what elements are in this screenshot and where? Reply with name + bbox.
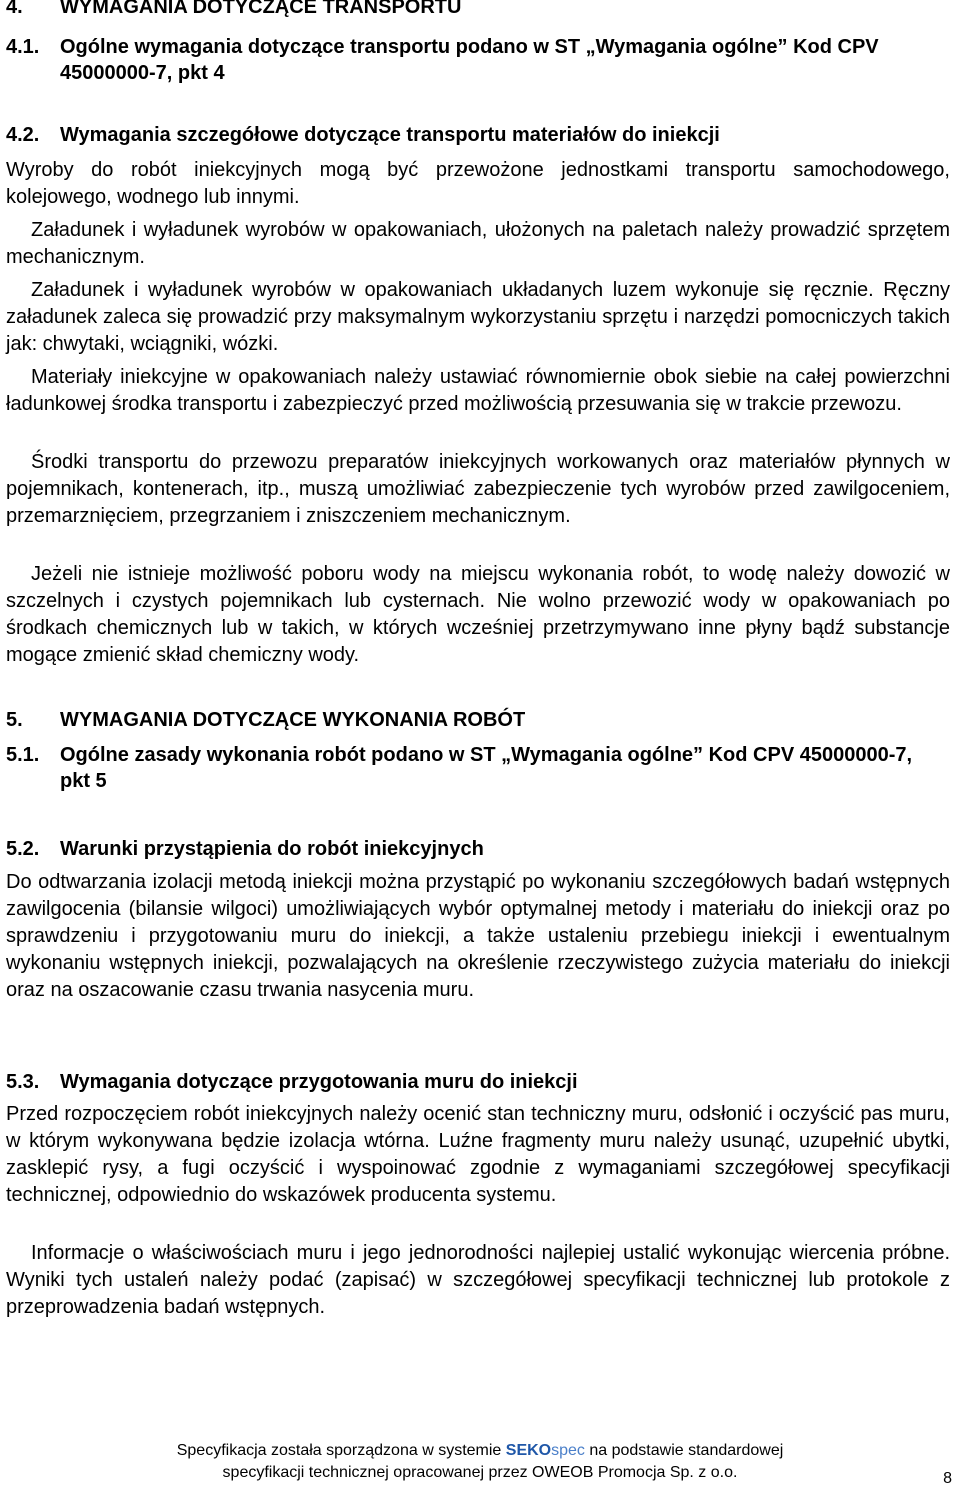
- section-number: 5.: [6, 709, 23, 731]
- subsection-5-1-heading: [6, 742, 950, 794]
- subsection-title: Ogólne wymagania dotyczące transportu podano w ST „Wymagania ogólne” Kod CPV 45000000-7, pkt 4: [60, 36, 879, 84]
- footer-line-2: specyfikacji technicznej opracowanej przez OWEOB Promocja Sp. z o.o.: [222, 1464, 738, 1481]
- sekospec-logo: [506, 1442, 585, 1459]
- page-number: 8: [943, 1470, 952, 1487]
- subsection-5-3-heading: [6, 1069, 950, 1095]
- section-title: WYMAGANIA DOTYCZĄCE TRANSPORTU: [60, 0, 462, 18]
- paragraph-test-drilling: Informacje o właściwościach muru i jego jednorodności najlepiej ustalić wykonując wiercenia próbne. Wyniki tych ustaleń należy podać (zapisać) w szczegółowej specyfikacji technicznej lub protokole z przeprowadzenia badań wstępnych.: [6, 1242, 950, 1318]
- subsection-number: 5.3.: [6, 1071, 40, 1093]
- subsection-4-2-heading: [6, 122, 950, 148]
- paragraph-manual-loading: Załadunek i wyładunek wyrobów w opakowaniach układanych luzem wykonuje się ręcznie. Ręczny załadunek zaleca się prowadzić przy maksymalnym wykorzystaniu sprzętu i narzędzi pomocniczych takich jak: chwytaki, wciągniki, wózki.: [6, 279, 950, 355]
- paragraph-pallet-loading: Załadunek i wyładunek wyrobów w opakowaniach, ułożonych na paletach należy prowadzić sprzętem mechanicznym.: [6, 219, 950, 268]
- logo-text-spec: spec: [551, 1442, 585, 1459]
- paragraph-placement: Materiały iniekcyjne w opakowaniach należy ustawiać równomiernie obok siebie na całej powierzchni ładunkowej środka transportu i zabezpieczyć przed możliwością przesuwania się w trakcie przewozu.: [6, 366, 950, 415]
- footer-text: Specyfikacja została sporządzona w systemie: [176, 1442, 502, 1459]
- logo-text-seko: SEKO: [505, 1442, 552, 1459]
- subsection-number: 4.2.: [6, 124, 40, 146]
- paragraph-transport-means: Wyroby do robót iniekcyjnych mogą być przewożone jednostkami transportu samochodowego, kolejowego, wodnego lub innymi.: [6, 159, 950, 208]
- footer-line-1: [0, 1440, 960, 1462]
- section-5-heading: [6, 707, 950, 733]
- section-title: WYMAGANIA DOTYCZĄCE WYKONANIA ROBÓT: [60, 709, 526, 731]
- paragraph-protection: Środki transportu do przewozu preparatów iniekcyjnych workowanych oraz materiałów płynnych w pojemnikach, kontenerach, itp., muszą umożliwiać zabezpieczenie tych wyrobów przed zawilgoceniem, przemarznięciem, przegrzaniem i zniszczeniem mechanicznym.: [6, 451, 950, 527]
- subsection-title: Wymagania dotyczące przygotowania muru do iniekcji: [60, 1071, 578, 1093]
- subsection-5-2-heading: [6, 836, 950, 862]
- footer-text: na podstawie standardowej: [589, 1442, 784, 1459]
- section-number: 4.: [6, 0, 23, 18]
- subsection-title: Warunki przystąpienia do robót iniekcyjnych: [60, 838, 484, 860]
- subsection-number: 5.1.: [6, 744, 40, 766]
- paragraph-water-supply: Jeżeli nie istnieje możliwość poboru wody na miejscu wykonania robót, to wodę należy dowozić w szczelnych i czystych pojemnikach lub cysternach. Nie wolno przewozić wody w opakowaniach po środkach chemicznych lub w takich, w których wcześniej przetrzymywano inne płyny bądź substancje mogące zmienić skład chemiczny wody.: [6, 563, 950, 666]
- subsection-number: 4.1.: [6, 36, 40, 58]
- subsection-title: Wymagania szczegółowe dotyczące transportu materiałów do iniekcji: [60, 124, 720, 146]
- subsection-title: Ogólne zasady wykonania robót podano w ST „Wymagania ogólne” Kod CPV 45000000-7, pkt 5: [60, 744, 913, 792]
- subsection-4-1-heading: [6, 34, 950, 86]
- paragraph-wall-preparation: Przed rozpoczęciem robót iniekcyjnych należy ocenić stan techniczny muru, odsłonić i oczyścić pas muru, w którym wykonywana będzie izolacja wtórna. Luźne fragmenty muru należy usunąć, uzupełnić ubytki, zasklepić rysy, a fugi oczyścić i wyspoinować zgodnie z wymaganiami szczegółowej specyfikacji technicznej, odpowiednio do wskazówek producenta systemu.: [6, 1103, 950, 1206]
- subsection-number: 5.2.: [6, 838, 40, 860]
- section-4-heading: [6, 0, 950, 20]
- page-footer: [0, 1440, 960, 1484]
- paragraph-preconditions: Do odtwarzania izolacji metodą iniekcji można przystąpić po wykonaniu szczegółowych badań wstępnych zawilgocenia (bilansie wilgoci) umożliwiających wybór optymalnej metody i materiału do iniekcji oraz po sprawdzeniu i przygotowaniu muru do iniekcji, a także ustaleniu przebiegu iniekcji i ewentualnym wykonaniu wstępnych iniekcji, pozwalających na określenie rzeczywistego zużycia materiału do iniekcji oraz na oszacowanie czasu trwania nasycenia muru.: [6, 871, 950, 1001]
